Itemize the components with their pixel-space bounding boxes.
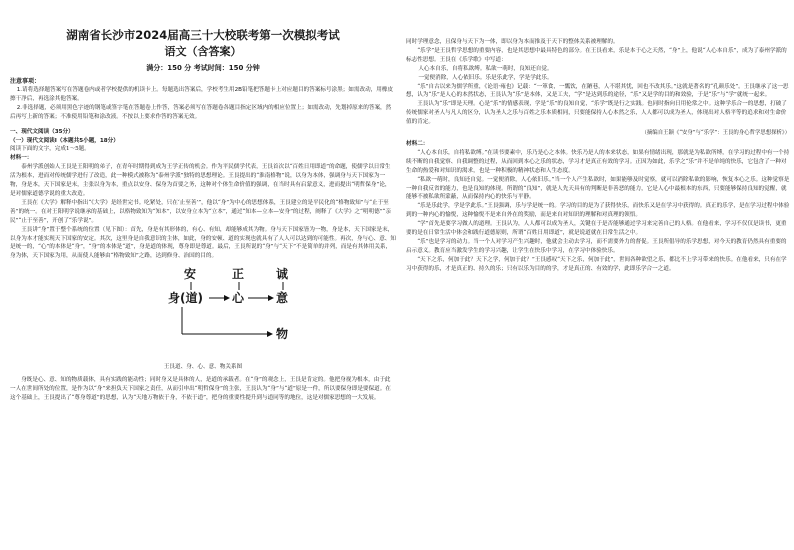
notice-block (10, 77, 396, 122)
diagram-node-xin: 心 (232, 291, 245, 306)
exam-title: 湖南省长沙市2024届高三十大校联考第一次模拟考试 (66, 28, 340, 42)
right-column (406, 38, 790, 274)
exam-subtitle: 语文（含答案） (164, 45, 242, 58)
paragraph: “乐”自古以来为儒学所重，《论语·雍也》记载：“一箪食，一瓢饮，在陋巷，人不堪其忧，回也不改其乐。”这就是著名的“孔颜乐处”。王艮继承了这一思想，认为“乐”是人心的本然状态，王艮认为“乐”是本体，又是工夫，“学”是达到乐的途径，“乐”又是学的目的和效验，于是“乐”与“学”就统一起来。 (406, 83, 789, 99)
paragraph: 王艮讲“身”置于整个系统的位置（见下图）：首先，身是有其形体的，有心、有知，却能够成其为物。身与天下国家皆为一物，身是本，天下国家是末，以身为本才能实现天下国家的安定。其次，这里身是自我意识的主体，如此，身的安顿、道的实现也就具有了人人可以达到的可能性。再次，身与心、意、知是统一的，“心”的本体是“身”，“身”的本体是“道”，身是道的体现，尊身即是尊道。最后，王艮所说的“身”与“天下”不是简单的并列，而是有其体用关系，身为体，天下国家为用，从而使人能够由“格物致知”之路，达到修身、治国的目的。 (10, 226, 396, 260)
paragraph: “学”首先是要学习做人的道理。王艮认为，人人都可以成为圣人，关键在于是否能够通过学习来完善自己的人格。在他看来，学习不仅仅是读书，更重要的是在日常生活中体会和践行道德原则，所谓“百姓日用即道”，就是说道就在日常生活之中。 (406, 221, 787, 237)
notice-heading: 注意事项： (10, 78, 41, 85)
diagram-arrows (10, 265, 396, 345)
diagram-caption: 王艮道、身、心、意、物关系图 (163, 364, 243, 371)
diagram-node-yi: 意 (276, 291, 289, 306)
paragraph: 泰州学派创始人王艮是王阳明的弟子，在青年时期得到成为王学正传的机会。作为平民儒学代表，王艮首次以“百姓日用即道”的命题，使儒学以日常生活为根本，进而对传统儒学进行了改造，此一种模式被称为“泰州学派”独特的思想理论。王艮提出的“淮南格物”说，以身为本体，强调身与天下国家为一物，身是本，天下国家是末，主张以身为本，重点以安身、保身为首要之务，这种对个体生命价值的强调，在当时具有启蒙意义，进而提出“明哲保身”论，是对儒家道德学说的重大改造。 (10, 164, 391, 197)
paragraph: 王艮在《大学》解释中指出“《大学》是经世完书。吃紧处，只在‘止至善’”，他以“身”为中心的思想体系，王艮建立的是平民化的“格物致知”与“止于至善”的统一。在对王阳明学说继承的基础上，以格物致知为“知本”，以安身立本为“立本”，通过“知本—立本—安身”的过程，阐释了《大学》之“明明德”“亲民”“止于至善”，开创了“乐学说”。 (10, 199, 392, 224)
score-line: 满分：150 分 考试时间：150 分钟 (146, 64, 260, 72)
diagram-node-cheng: 诚 (276, 267, 289, 282)
paragraph: “乐是乐此学，学是学此乐。”王艮强调，乐与学是统一的。学习的目的是为了获得快乐，而快乐又是在学习中获得的。真正的乐学，是在学习过程中体验到的一种内心的愉悦，这种愉悦不是来自外在的奖励，而是来自对知识的理解和对真理的领悟。 (406, 203, 790, 219)
diagram-node-wu: 物 (276, 327, 289, 342)
notice-item: 1.请将选择题答案写在答题卷内或者学校提供的机读卡上。每题选出答案后，学校考生用2B铅笔把答题卡上对应题目的答案标号涂黑；如需改动，用橡皮擦干净后，再选涂其他答案。 (10, 87, 394, 102)
left-column (10, 28, 396, 403)
subsection-heading: （一）现代文阅读Ⅰ（本题共5小题，18分） (10, 137, 119, 144)
notice-item: 2.非选择题，必须用黑色字迹的钢笔或签字笔在答题卷上作答，答案必须写在答题卷各题目指定区域内的相应位置上；如需改动，先划掉原来的答案，然后再写上新的答案；不准使用铅笔和涂改液。不按以上要求作答的答案无效。 (10, 104, 392, 120)
material-label: 材料二： (406, 140, 429, 147)
paragraph: “乐”也是学习的动力。当一个人对学习产生兴趣时，他就会主动去学习，而不需要外力的督促。王艮所倡导的乐学思想，对今天的教育仍然具有重要的启示意义。教育应当激发学生的学习兴趣，让学生在快乐中学习，在学习中体验快乐。 (406, 238, 787, 254)
paragraph: “乐学”是王艮哲学思想的重要内容，也是其思想中最具特色的部分。在王艮看来，乐是本于心之天然，“身”上，他说“人心本自乐”，成为了泰州学派的标志性思想。王艮在《乐学歌》中写道： (406, 47, 787, 63)
paragraph: “私欲一萌时，良知还自觉。一觉便消除，人心依旧乐。”当一个人产生私欲时，如果能够及时觉察，就可以消除私欲的影响，恢复本心之乐。这种觉察是一种自我反省的能力，也是良知的体现。所谓的“良知”，就是人先天具有的判断是非善恶的能力，它是人心中最根本的东西，只要能够保持良知的觉醒，就能够不被私欲所蒙蔽，从而保持内心的快乐与平静。 (406, 176, 790, 201)
relationship-diagram (10, 265, 396, 361)
paragraph: 王艮认为“乐”即是天理。心是“乐”的情感表现，学是“乐”的良知自觉，“乐学”既是行之实践。也同时指向日用伦常之中。这种学乐合一的思想，打破了传统儒家对圣人与凡人的区分，认为圣人之乐与百姓之乐本质相同，只要能保持人心本然之乐，人人都可以成为圣人，体现出对人格平等的追求和对生命价值的肯定。 (406, 101, 787, 126)
poem-line: 一觉便消除，人心依旧乐。乐是乐此学，学是学此乐。 (418, 74, 553, 81)
diagram-node-an: 安 (184, 267, 197, 282)
paragraph: “天下之乐，何加于此？天下之学，何加于此？”王艮感叹“天下之乐，何加于此”，世间各种欲望之乐，都比不上学习带来的快乐。在他看来，只有在学习中获得的乐，才是真正的、持久的乐；只有以乐为目的的学，才是真正的、有效的学，此即乐学合一之道。 (406, 256, 787, 272)
paragraph: 同时学理意念，且保身与天下为一体，即以身为本而推及于天下的整体关系被理解的。 (406, 39, 619, 45)
poem-line: 人心本自乐，自将私欲缚。私欲一萌时，良知还自觉。 (418, 65, 553, 72)
section-heading: 一、现代文阅读（35分） (10, 128, 74, 135)
source-citation: （摘编自王颖《“安身”与“乐学”：王艮的身心哲学思想探析》） (641, 130, 790, 137)
diagram-node-zheng: 正 (232, 267, 245, 282)
paragraph: “人心本自乐，自将私欲缚。”在读书要素中，乐乃是心之本体。快乐乃是人的本来状态，如果有情绪出现，那就是为私欲所缚，在学习的过程中有一个持续不断的自我觉察、自我调整的过程，从而回到本心之乐的状态，学习才是真正有效的学习。正因为如此，乐学之“乐”并不是单纯的快乐，它包含了一种对生命的热爱和对知识的渴求，也是一种积极的精神状态和人生态度。 (406, 149, 790, 174)
material-label: 材料一： (10, 155, 33, 162)
paragraph: 身既是心、意、知的物质载体，具有实践的能动性；同时身又是具体的人，是道的承载者。在“身”的观念上，王艮是肯定的。他把身视为根本，由于此一人在世间所处的位置，是作为以“身”来担负天下国家之责任，从而引申出“明哲保身”的主张，王艮认为“身”与“道”原是一件，所以要保身即是要保道。在这个基础上，王艮提出了“尊身尊道”的思想，认为“天地万物依于身，不依于道”，把身的重要性提升到与道同等的地位，这是对儒家思想的一大发展。 (10, 377, 391, 401)
diagram-node-shen: 身(道) (168, 291, 203, 306)
instruction: 阅读下面的文字，完成1～5题。 (10, 146, 90, 153)
